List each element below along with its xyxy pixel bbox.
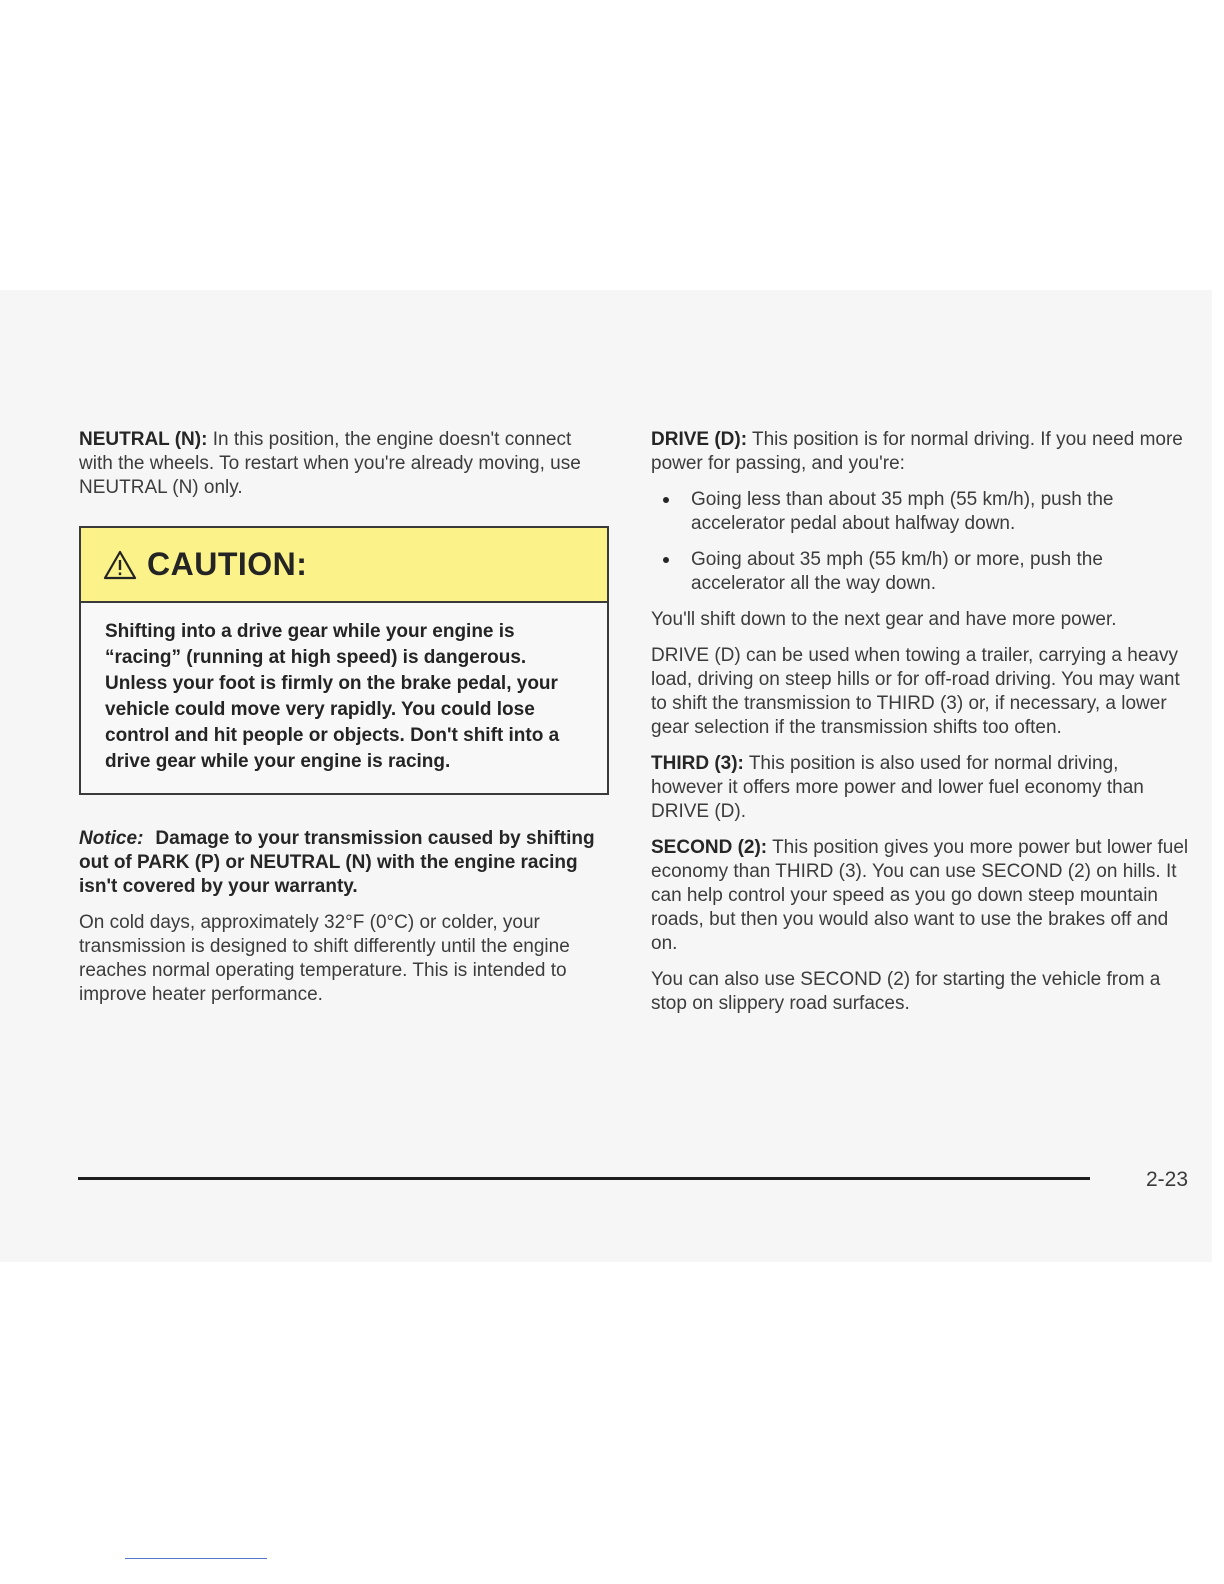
left-column — [79, 428, 609, 1019]
shift-down-paragraph: You'll shift down to the next gear and have more power. — [651, 609, 1117, 630]
third-text: This position is also used for normal driving, however it offers more power and lower fuel economy than DRIVE (D). — [651, 753, 1144, 822]
caution-body: Shifting into a drive gear while your engine is “racing” (running at high speed) is dangerous. Unless your foot is firmly on the brake pedal, your vehicle could move very rapidly. You could lose control and hit people or objects. Don't shift into a drive gear while your engine is racing. — [105, 621, 560, 772]
bottom-edge-line — [125, 1558, 267, 1559]
caution-box — [79, 526, 609, 795]
list-item — [651, 548, 1191, 596]
third-lead: THIRD (3): — [651, 753, 744, 774]
neutral-paragraph — [79, 428, 609, 500]
cold-days-paragraph: On cold days, approximately 32°F (0°C) or colder, your transmission is designed to shift differently until the engine reaches normal operating temperature. This is intended to improve heater performance. — [79, 912, 570, 1005]
second-slippery-paragraph: You can also use SECOND (2) for starting the vehicle from a stop on slippery road surfaces. — [651, 969, 1161, 1014]
second-text: This position gives you more power but lower fuel economy than THIRD (3). You can use SECOND (2) on hills. It can help control your speed as you go down steep mountain roads, but then you would also want to use the brakes off and on. — [651, 837, 1189, 954]
notice-paragraph — [79, 827, 609, 899]
drive-paragraph — [651, 428, 1191, 476]
list-item — [651, 488, 1191, 536]
drive-bullet-list — [651, 488, 1191, 596]
bullet-text: Going about 35 mph (55 km/h) or more, push the accelerator all the way down. — [691, 549, 1103, 594]
notice-text: Damage to your transmission caused by shifting out of PARK (P) or NEUTRAL (N) with the engine racing isn't covered by your warranty. — [79, 828, 595, 897]
footer-rule — [78, 1177, 1090, 1180]
notice-label: Notice: — [79, 828, 144, 849]
second-paragraph — [651, 836, 1191, 956]
drive-lead: DRIVE (D): — [651, 429, 748, 450]
neutral-lead: NEUTRAL (N): — [79, 429, 208, 450]
second-lead: SECOND (2): — [651, 837, 768, 858]
bullet-icon — [663, 497, 669, 503]
page-number: 2-23 — [1146, 1168, 1189, 1191]
neutral-text: In this position, the engine doesn't connect with the wheels. To restart when you're already moving, use NEUTRAL (N) only. — [79, 429, 581, 498]
drive-towing-paragraph: DRIVE (D) can be used when towing a trailer, carrying a heavy load, driving on steep hills or for off-road driving. You may want to shift the transmission to THIRD (3) or, if necessary, a lower gear selection if the transmission shifts too often. — [651, 645, 1180, 738]
right-column — [651, 428, 1191, 1028]
caution-title: CAUTION: — [147, 546, 308, 582]
third-paragraph — [651, 752, 1191, 824]
drive-text: This position is for normal driving. If you need more power for passing, and you're: — [651, 429, 1183, 474]
bullet-text: Going less than about 35 mph (55 km/h), push the accelerator pedal about halfway down. — [691, 489, 1114, 534]
warning-triangle-icon — [103, 550, 137, 580]
bullet-icon — [663, 557, 669, 563]
caution-header — [81, 528, 607, 603]
